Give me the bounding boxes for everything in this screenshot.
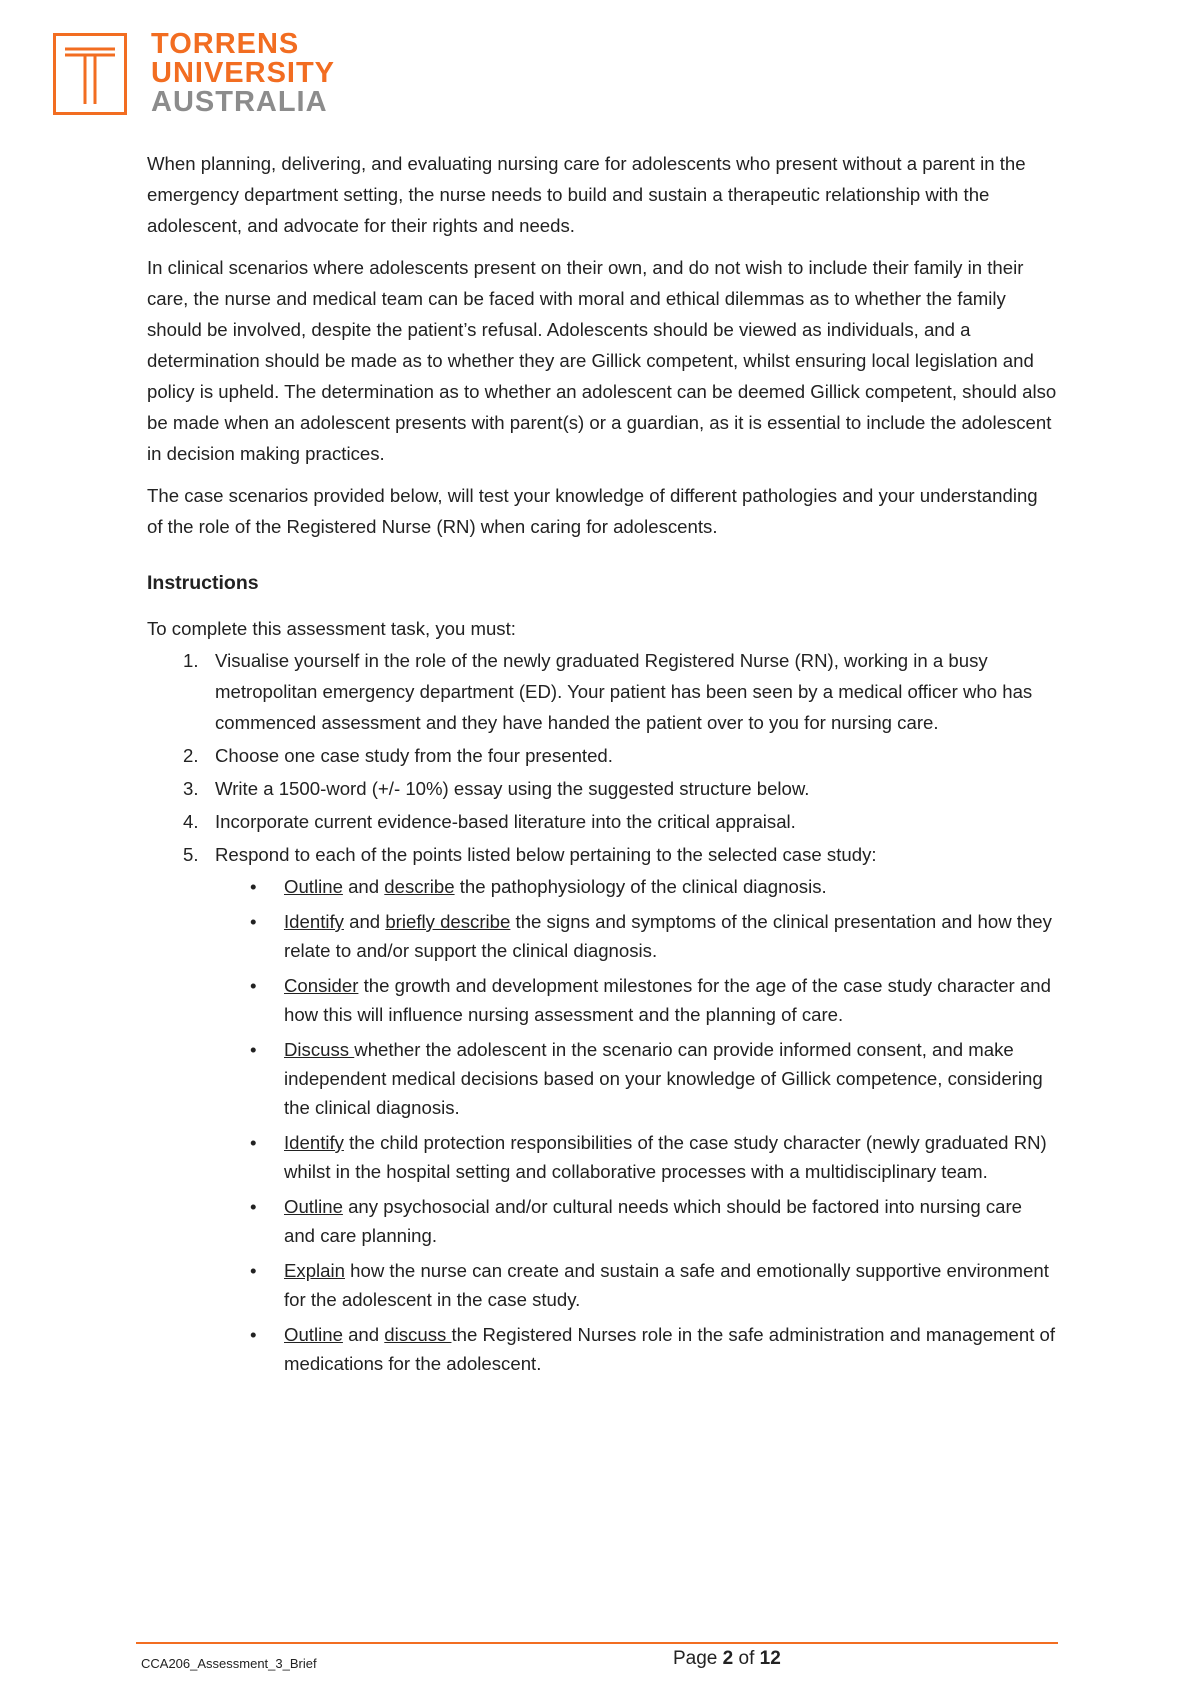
logo-mark [53, 33, 127, 115]
point-text: the Registered Nurses role in the safe administration and management of medications for the adolescent. [284, 1324, 1056, 1374]
point-text: how the nurse can create and sustain a safe and emotionally supportive environment for the adolescent in the case study. [284, 1260, 1049, 1310]
point-keyword: Identify [284, 1132, 344, 1153]
logo-line-1: TORRENS [151, 28, 300, 60]
step-item [183, 645, 1057, 738]
response-point [250, 1320, 1057, 1378]
footer-divider [136, 1642, 1058, 1644]
step-item [183, 806, 1057, 837]
point-keyword: Outline [284, 876, 343, 897]
step-text: Write a 1500-word (+/- 10%) essay using the suggested structure below. [215, 778, 810, 799]
instructions-intro: To complete this assessment task, you must: [147, 618, 516, 639]
point-text: the child protection responsibilities of the case study character (newly graduated RN) whilst in the hospital setting and collaborative processes with a multidisciplinary team. [284, 1132, 1047, 1182]
point-keyword: Outline [284, 1196, 343, 1217]
point-text: any psychosocial and/or cultural needs which should be factored into nursing care and care planning. [284, 1196, 1022, 1246]
point-text: the signs and symptoms of the clinical presentation and how they relate to and/or support the clinical diagnosis. [284, 911, 1052, 961]
response-point [250, 1192, 1057, 1250]
step-text: Choose one case study from the four presented. [215, 745, 613, 766]
step-text: Respond to each of the points listed below pertaining to the selected case study: [215, 844, 877, 865]
point-mid: and [342, 1324, 385, 1345]
point-keyword: briefly describe [385, 911, 511, 932]
point-text: the growth and development milestones for the age of the case study character and how this will influence nursing assessment and the planning of care. [284, 975, 1051, 1025]
step-item [183, 740, 1057, 771]
bullet-icon: • [250, 1039, 257, 1060]
point-keyword: Outline [284, 1324, 343, 1345]
step-item [183, 773, 1057, 804]
instructions-heading: Instructions [147, 572, 259, 594]
point-keyword: discuss [384, 1324, 452, 1345]
paragraph-gillick: In clinical scenarios where adolescents present on their own, and do not wish to include their family in their care, the nurse and medical team can be faced with moral and ethical dilemmas as to whether the family should be involved, despite the patient’s refusal. Adolescents should be viewed as individuals, and a determination should be made as to whether they are Gillick competent, whilst ensuring local legislation and policy is upheld. The determination as to whether an adolescent can be deemed Gillick competent, should also be made when an adolescent presents with parent(s) or a guardian, as it is essential to include the adolescent in decision making practices. [147, 257, 1057, 464]
point-mid: and [343, 911, 386, 932]
response-point [250, 907, 1057, 965]
response-point [250, 1035, 1057, 1122]
response-point [250, 872, 1057, 901]
page-label: Page [673, 1648, 718, 1669]
bullet-icon: • [250, 1196, 257, 1217]
page-of: of [738, 1648, 755, 1669]
instructions-steps [147, 645, 1057, 1378]
footer-document-id: CCA206_Assessment_3_Brief [141, 1656, 317, 1671]
response-point [250, 1256, 1057, 1314]
paragraph-scenarios: The case scenarios provided below, will test your knowledge of different pathologies and your understanding of the role of the Registered Nurse (RN) when caring for adolescents. [147, 485, 1038, 537]
bullet-icon: • [250, 911, 257, 932]
point-keyword: describe [384, 876, 455, 897]
logo-wordmark [151, 30, 335, 117]
page-total: 12 [759, 1648, 781, 1669]
point-keyword: Consider [284, 975, 359, 996]
step-number: 2. [183, 745, 199, 766]
response-point [250, 971, 1057, 1029]
bullet-icon: • [250, 1324, 257, 1345]
point-keyword: Identify [284, 911, 344, 932]
point-text: the pathophysiology of the clinical diagnosis. [454, 876, 827, 897]
logo-line-3: AUSTRALIA [151, 86, 328, 118]
step-number: 1. [183, 650, 199, 671]
response-points [215, 872, 1057, 1378]
paragraph-intro: When planning, delivering, and evaluating nursing care for adolescents who present without a parent in the emergency department setting, the nurse needs to build and sustain a therapeutic relationship with the adolescent, and advocate for their rights and needs. [147, 153, 1026, 236]
page-current: 2 [722, 1648, 734, 1669]
logo-t-glyph [56, 36, 124, 112]
step-number: 4. [183, 811, 199, 832]
bullet-icon: • [250, 1260, 257, 1281]
bullet-icon: • [250, 1132, 257, 1153]
point-mid: and [342, 876, 385, 897]
step-number: 3. [183, 778, 199, 799]
response-point [250, 1128, 1057, 1186]
document-body [147, 148, 1057, 1384]
point-text: whether the adolescent in the scenario can provide informed consent, and make independent medical decisions based on your knowledge of Gillick competence, considering the clinical diagnosis. [284, 1039, 1043, 1118]
step-number: 5. [183, 844, 199, 865]
step-text: Incorporate current evidence-based literature into the critical appraisal. [215, 811, 796, 832]
step-item [183, 839, 1057, 1378]
point-keyword: Explain [284, 1260, 345, 1281]
bullet-icon: • [250, 975, 257, 996]
logo-line-2: UNIVERSITY [151, 57, 336, 89]
point-keyword: Discuss [284, 1039, 355, 1060]
step-text: Visualise yourself in the role of the newly graduated Registered Nurse (RN), working in a busy metropolitan emergency department (ED). Your patient has been seen by a medical officer who has commenced assessment and they have handed the patient over to you for nursing care. [215, 650, 1033, 733]
page-number [673, 1648, 781, 1670]
bullet-icon: • [250, 876, 257, 897]
